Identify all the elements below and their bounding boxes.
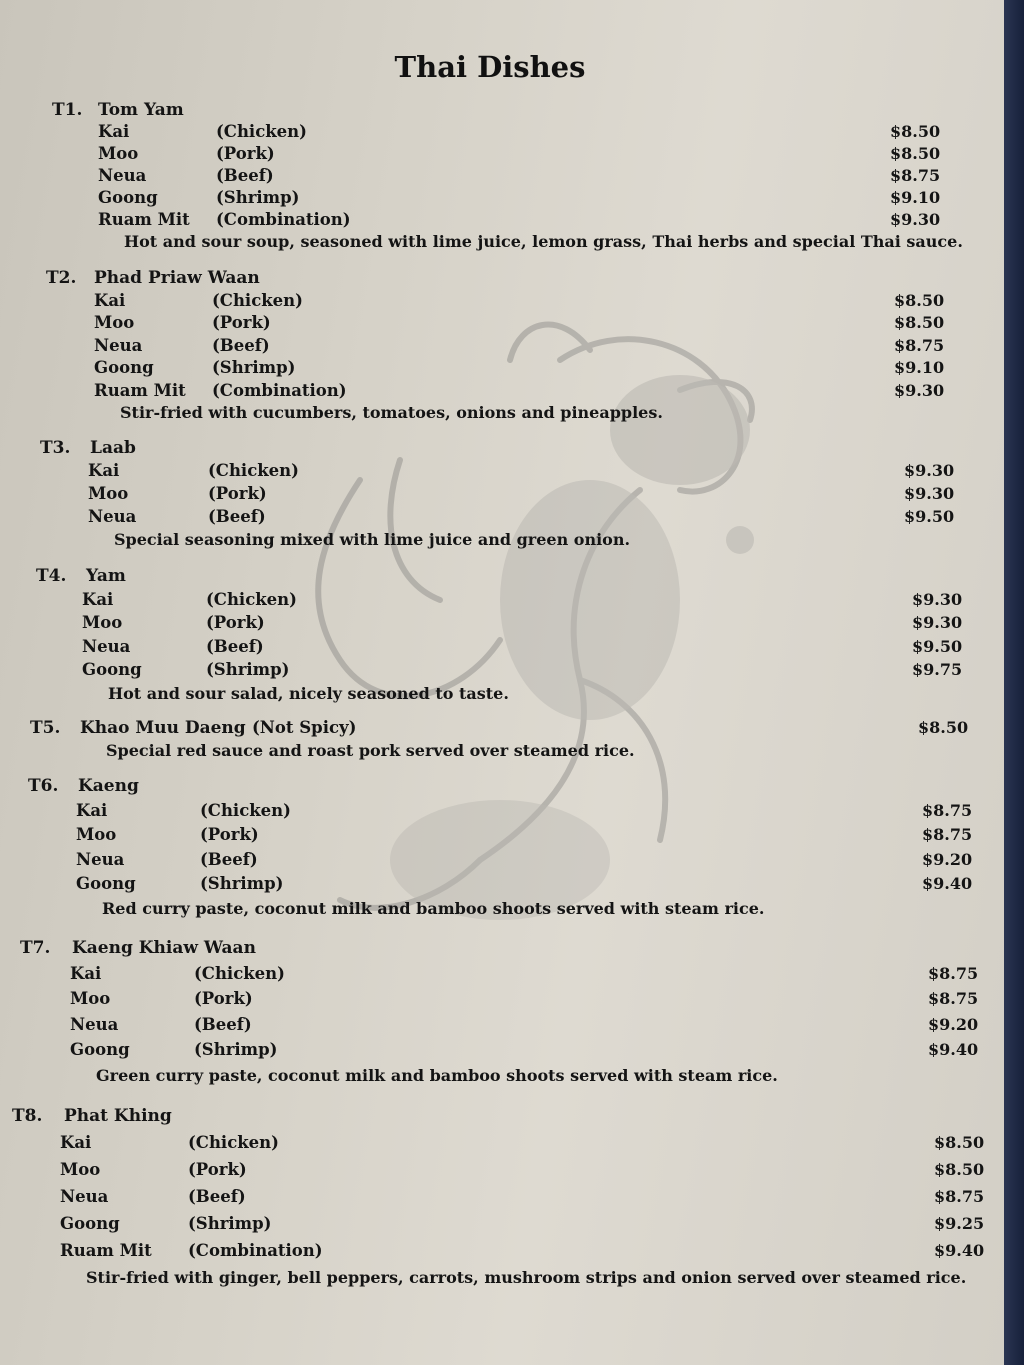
item-row	[20, 989, 979, 1015]
item-price: $8.75	[922, 800, 973, 820]
item-name: Ruam Mit	[98, 210, 190, 229]
item-row	[20, 1014, 979, 1041]
menu-section	[52, 100, 963, 251]
dish-number: T5.	[30, 718, 61, 738]
item-price: $9.20	[928, 1014, 979, 1034]
item-row	[40, 484, 955, 507]
dish-name: Kaeng	[78, 776, 139, 796]
item-price: $8.75	[922, 825, 973, 844]
item-name: Goong	[76, 874, 136, 893]
dish-number: T1.	[52, 100, 83, 120]
menu-section	[46, 268, 945, 422]
dish-name: Phat Khing	[64, 1106, 172, 1126]
item-protein: (Shrimp)	[188, 1214, 272, 1233]
item-name: Moo	[70, 989, 111, 1008]
dish-description: Hot and sour salad, nicely seasoned to taste.	[108, 683, 509, 703]
item-price: $9.75	[912, 660, 963, 679]
item-protein: (Shrimp)	[206, 660, 290, 679]
dish-description: Stir-fried with cucumbers, tomatoes, onions and pineapples.	[120, 403, 663, 422]
item-row	[46, 380, 945, 404]
item-protein: (Chicken)	[194, 963, 285, 983]
item-price: $9.30	[904, 461, 955, 480]
item-price: $8.75	[894, 335, 945, 355]
item-protein: (Beef)	[212, 335, 270, 355]
item-price: $8.75	[928, 989, 979, 1008]
item-row	[12, 1187, 985, 1214]
item-price: $8.50	[890, 144, 941, 163]
item-price: $9.40	[928, 1040, 979, 1059]
item-protein: (Beef)	[194, 1014, 252, 1034]
item-name: Neua	[60, 1187, 109, 1206]
menu-section	[12, 1106, 985, 1287]
item-name: Moo	[94, 313, 135, 332]
item-row	[40, 507, 955, 530]
item-price: $9.30	[890, 210, 941, 229]
item-row	[40, 461, 955, 484]
item-protein: (Chicken)	[212, 290, 303, 310]
item-price: $8.50	[934, 1133, 985, 1152]
menu-section	[20, 938, 979, 1085]
menu-section	[28, 776, 973, 918]
dish-number: T6.	[28, 776, 59, 796]
item-protein: (Shrimp)	[194, 1040, 278, 1059]
item-row	[46, 358, 945, 381]
item-protein: (Beef)	[188, 1187, 246, 1206]
dish-name: Khao Muu Daeng	[80, 718, 246, 738]
item-protein: (Pork)	[212, 313, 271, 332]
dish-number: T2.	[46, 268, 77, 288]
item-name: Goong	[82, 660, 142, 679]
item-name: Goong	[94, 358, 154, 377]
item-price: $9.50	[912, 636, 963, 656]
item-price: $8.75	[934, 1187, 985, 1206]
item-row	[36, 660, 963, 684]
item-name: Moo	[76, 825, 117, 844]
item-row	[20, 963, 979, 990]
item-row	[20, 1040, 979, 1066]
item-protein: (Pork)	[216, 144, 275, 163]
binder-edge	[1004, 0, 1024, 1365]
item-row	[36, 589, 963, 614]
item-protein: (Pork)	[208, 484, 267, 503]
item-price: $9.50	[904, 507, 955, 526]
dish-price: $8.50	[918, 718, 969, 737]
item-price: $9.30	[912, 589, 963, 609]
item-name: Moo	[98, 144, 139, 163]
item-price: $8.50	[894, 290, 945, 310]
item-price: $9.30	[894, 380, 945, 400]
item-price: $8.50	[890, 122, 941, 141]
item-name: Kai	[88, 461, 120, 480]
item-name: Kai	[82, 589, 114, 609]
item-protein: (Shrimp)	[212, 358, 296, 377]
item-price: $8.50	[894, 313, 945, 332]
item-price: $9.40	[934, 1241, 985, 1260]
item-price: $8.75	[928, 963, 979, 983]
dish-number: T7.	[20, 938, 51, 958]
item-price: $9.40	[922, 874, 973, 893]
dish-description: Stir-fried with ginger, bell peppers, carrots, mushroom strips and onion served over steamed rice.	[86, 1268, 967, 1287]
item-price: $9.25	[934, 1214, 985, 1233]
item-price: $9.10	[894, 358, 945, 377]
item-row	[36, 636, 963, 661]
item-name: Neua	[76, 849, 125, 869]
item-protein: (Beef)	[200, 849, 258, 869]
dish-description: Hot and sour soup, seasoned with lime juice, lemon grass, Thai herbs and special Thai sauce.	[124, 232, 963, 251]
item-price: $8.75	[890, 166, 941, 185]
item-name: Moo	[60, 1160, 101, 1179]
item-name: Neua	[82, 636, 131, 656]
item-row	[12, 1160, 985, 1187]
item-row	[28, 874, 973, 899]
item-protein: (Beef)	[216, 166, 274, 185]
item-protein: (Pork)	[194, 989, 253, 1008]
item-row	[28, 800, 973, 826]
item-price: $8.50	[934, 1160, 985, 1179]
dish-description: Red curry paste, coconut milk and bamboo shoots served with steam rice.	[102, 898, 765, 918]
item-protein: (Chicken)	[208, 461, 299, 480]
item-protein: (Chicken)	[216, 122, 307, 141]
page-title: Thai Dishes	[394, 50, 586, 84]
dish-name: Tom Yam	[98, 100, 184, 120]
menu-section	[36, 566, 963, 703]
item-row	[12, 1133, 985, 1160]
item-row	[52, 210, 941, 232]
dish-description: Special seasoning mixed with lime juice and green onion.	[114, 530, 631, 549]
item-name: Neua	[98, 166, 147, 185]
item-name: Kai	[94, 290, 126, 310]
dish-name: Laab	[90, 438, 136, 458]
item-name: Neua	[94, 335, 143, 355]
item-name: Ruam Mit	[94, 380, 186, 400]
item-name: Goong	[70, 1040, 130, 1059]
item-name: Goong	[98, 188, 158, 207]
dish-note: (Not Spicy)	[252, 718, 357, 737]
item-name: Moo	[82, 613, 123, 632]
item-row	[28, 849, 973, 875]
dish-name: Yam	[86, 566, 126, 586]
item-protein: (Chicken)	[188, 1133, 279, 1152]
item-row	[46, 313, 945, 336]
item-row	[52, 122, 941, 144]
item-protein: (Beef)	[206, 636, 264, 656]
item-name: Neua	[70, 1014, 119, 1034]
dish-number: T4.	[36, 566, 67, 586]
item-row	[12, 1214, 985, 1241]
item-name: Neua	[88, 507, 137, 526]
item-name: Goong	[60, 1214, 120, 1233]
item-protein: (Combination)	[188, 1241, 323, 1260]
item-price: $9.30	[904, 484, 955, 503]
item-protein: (Shrimp)	[200, 874, 284, 893]
item-row	[52, 188, 941, 210]
item-row	[46, 290, 945, 314]
menu-section	[30, 718, 969, 760]
item-protein: (Chicken)	[206, 589, 297, 609]
item-row	[46, 335, 945, 359]
item-protein: (Shrimp)	[216, 188, 300, 207]
item-protein: (Pork)	[206, 613, 265, 632]
menu-section	[40, 438, 955, 549]
item-name: Ruam Mit	[60, 1241, 152, 1260]
item-protein: (Chicken)	[200, 800, 291, 820]
item-protein: (Beef)	[208, 507, 266, 526]
dish-number: T8.	[12, 1106, 43, 1126]
item-protein: (Combination)	[216, 210, 351, 229]
item-name: Kai	[60, 1133, 92, 1152]
dish-number: T3.	[40, 438, 71, 458]
item-protein: (Pork)	[200, 825, 259, 844]
dish-name: Phad Priaw Waan	[94, 268, 260, 288]
item-name: Kai	[76, 800, 108, 820]
item-row	[12, 1241, 985, 1268]
item-row	[28, 825, 973, 850]
item-row	[52, 144, 941, 166]
item-name: Kai	[70, 963, 102, 983]
item-price: $9.10	[890, 188, 941, 207]
item-protein: (Pork)	[188, 1160, 247, 1179]
item-price: $9.30	[912, 613, 963, 632]
item-price: $9.20	[922, 849, 973, 869]
dish-description: Green curry paste, coconut milk and bamboo shoots served with steam rice.	[96, 1065, 778, 1085]
item-name: Moo	[88, 484, 129, 503]
item-protein: (Combination)	[212, 380, 347, 400]
item-name: Kai	[98, 122, 130, 141]
dish-name: Kaeng Khiaw Waan	[72, 938, 256, 958]
dish-description: Special red sauce and roast pork served over steamed rice.	[106, 741, 635, 760]
item-row	[52, 166, 941, 188]
item-row	[36, 613, 963, 637]
